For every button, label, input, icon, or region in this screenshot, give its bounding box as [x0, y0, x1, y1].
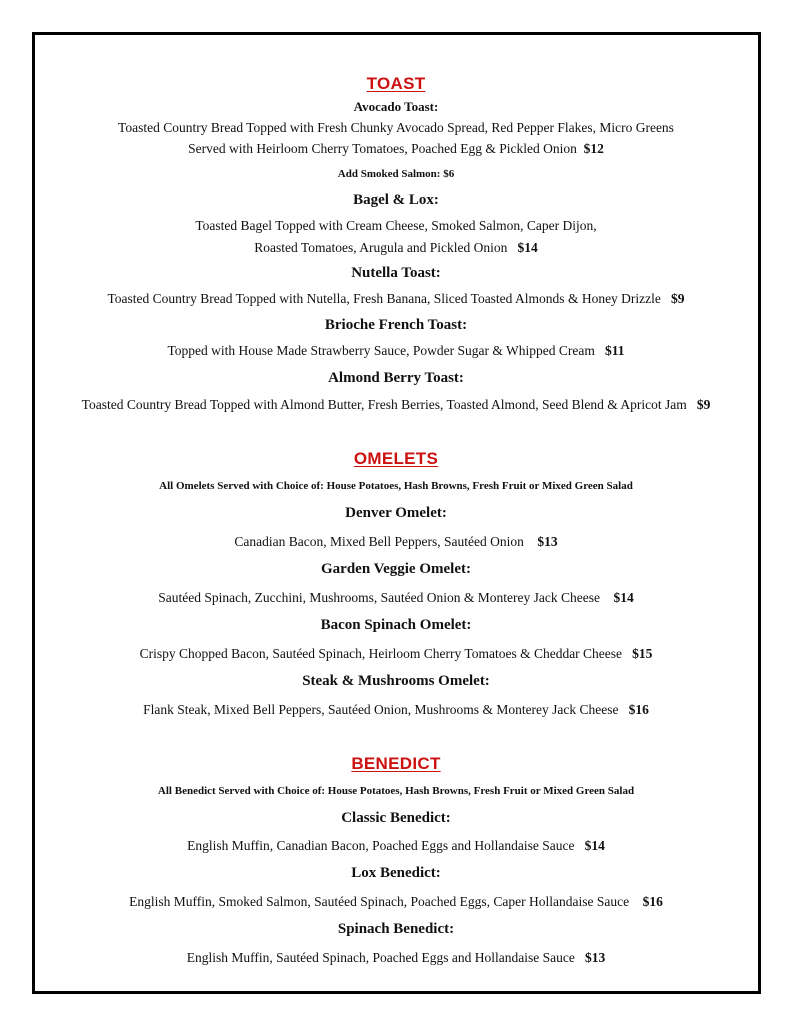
menu-item-price: $16 [628, 702, 649, 717]
menu-item-description [0, 895, 792, 909]
description-text: Flank Steak, Mixed Bell Peppers, Sautéed Onion, Mushrooms & Monterey Jack Cheese [143, 702, 619, 717]
description-text: Canadian Bacon, Mixed Bell Peppers, Sautéed Onion [234, 534, 524, 549]
menu-item-description [0, 398, 792, 412]
menu-item-title: Bagel & Lox: [353, 192, 439, 208]
menu-item-description [0, 344, 792, 358]
menu-item-price: $9 [671, 291, 685, 306]
section-heading-toast: TOAST [366, 74, 426, 93]
menu-item-title: Almond Berry Toast: [328, 370, 464, 386]
menu-item-title: Spinach Benedict: [337, 921, 455, 937]
description-text: English Muffin, Canadian Bacon, Poached Eggs and Hollandaise Sauce [187, 838, 575, 853]
description-text: English Muffin, Sautéed Spinach, Poached Eggs and Hollandaise Sauce [186, 950, 575, 965]
menu-item-title: Brioche French Toast: [324, 317, 468, 333]
description-text: Served with Heirloom Cherry Tomatoes, Poached Egg & Pickled Onion [188, 141, 577, 156]
menu-item-price: $9 [696, 397, 711, 412]
menu-item-price: $16 [642, 894, 663, 909]
menu-item-description [0, 591, 792, 605]
menu-item-price: $12 [583, 141, 604, 156]
section-heading-benedict: BENEDICT [351, 754, 441, 773]
menu-item-price: $11 [604, 343, 625, 358]
description-text: Toasted Country Bread Topped with Nutella, Fresh Banana, Sliced Toasted Almonds & Honey Drizzle [107, 291, 661, 306]
menu-item-description [0, 703, 792, 717]
menu-item-title: Classic Benedict: [341, 810, 451, 826]
menu-item-price: $13 [537, 534, 558, 549]
menu-item-title: Bacon Spinach Omelet: [320, 617, 472, 633]
section-note: All Omelets Served with Choice of: House Potatoes, Hash Browns, Fresh Fruit or Mixed Green Salad [159, 480, 633, 492]
description-text: Crispy Chopped Bacon, Sautéed Spinach, Heirloom Cherry Tomatoes & Cheddar Cheese [139, 646, 623, 661]
description-text: Topped with House Made Strawberry Sauce, Powder Sugar & Whipped Cream [167, 343, 595, 358]
description-text: Sautéed Spinach, Zucchini, Mushrooms, Sautéed Onion & Monterey Jack Cheese [158, 590, 600, 605]
section-heading-omelets: OMELETS [353, 449, 439, 468]
description-text: Toasted Country Bread Topped with Almond Butter, Fresh Berries, Toasted Almond, Seed Blend & Apricot Jam [81, 397, 687, 412]
menu-item-title: Denver Omelet: [345, 505, 447, 521]
menu-item-description [0, 951, 792, 965]
menu-item-price: $14 [517, 240, 538, 255]
menu-item-price: $15 [632, 646, 653, 661]
menu-item-price: $14 [613, 590, 634, 605]
description-text: English Muffin, Smoked Salmon, Sautéed Spinach, Poached Eggs, Caper Hollandaise Sauce [129, 894, 630, 909]
section-note: All Benedict Served with Choice of: House Potatoes, Hash Browns, Fresh Fruit or Mixed Green Salad [157, 785, 635, 797]
menu-item-description [0, 535, 792, 549]
menu-item-title: Steak & Mushrooms Omelet: [302, 673, 490, 689]
menu-item-description: Toasted Bagel Topped with Cream Cheese, Smoked Salmon, Caper Dijon, [195, 218, 597, 233]
menu-item-price: $13 [585, 950, 606, 965]
menu-item-description [0, 647, 792, 661]
menu-item-description [0, 839, 792, 853]
menu-item-description: Toasted Country Bread Topped with Fresh Chunky Avocado Spread, Red Pepper Flakes, Micro Greens [118, 120, 674, 135]
description-text: Roasted Tomatoes, Arugula and Pickled Onion [254, 240, 508, 255]
add-on-note: Add Smoked Salmon: $6 [337, 168, 455, 180]
menu-item-description [0, 142, 792, 156]
menu-item-title: Garden Veggie Omelet: [321, 561, 471, 577]
menu-item-title: Avocado Toast: [353, 99, 439, 114]
menu-item-price: $14 [584, 838, 605, 853]
menu-item-title: Lox Benedict: [351, 865, 441, 881]
menu-item-description [0, 241, 792, 255]
menu-item-title: Nutella Toast: [351, 265, 441, 281]
menu-item-description [0, 292, 792, 306]
